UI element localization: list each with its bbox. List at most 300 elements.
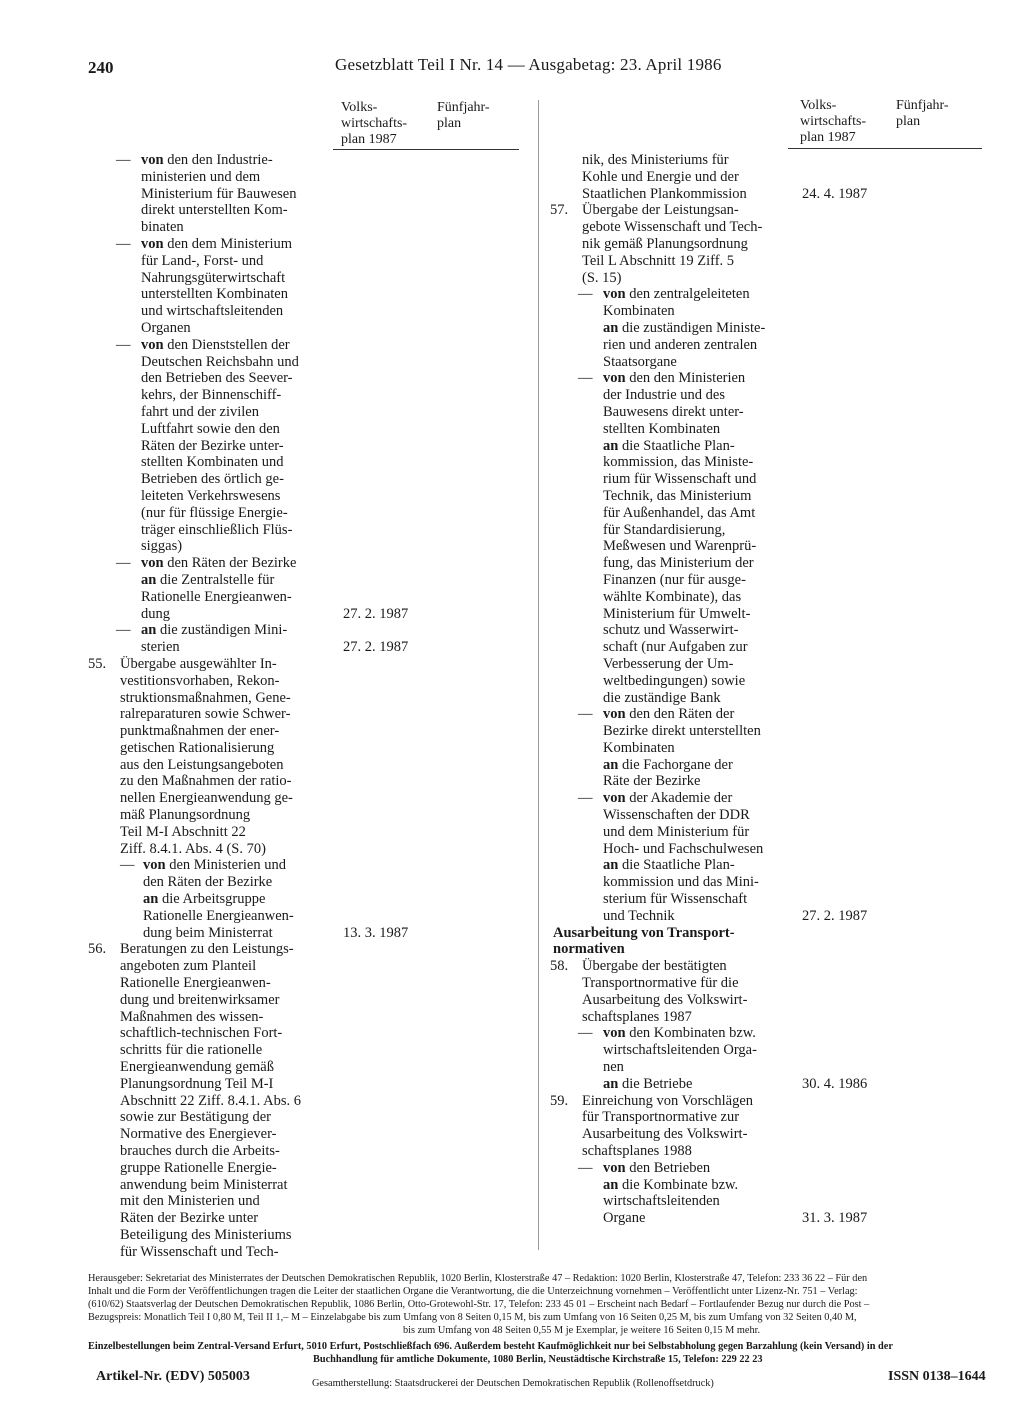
text-line xyxy=(550,992,990,1009)
text-line xyxy=(88,421,528,438)
line-body: Organen xyxy=(141,319,191,336)
line-body: nik, des Ministeriums für xyxy=(582,152,729,168)
line-body: Planungsordnung Teil M-I xyxy=(120,1075,274,1092)
line-text xyxy=(603,622,738,639)
text-line xyxy=(88,790,528,807)
dash-bullet: — xyxy=(120,857,135,874)
line-body: schaftsplanes 1988 xyxy=(582,1143,692,1160)
line-text xyxy=(603,1193,720,1210)
line-body: den Kombinaten bzw. xyxy=(629,1025,756,1042)
section-heading-line xyxy=(550,941,990,958)
text-line xyxy=(88,320,528,337)
article-number: Artikel-Nr. (EDV) 505003 xyxy=(96,1369,250,1384)
line-text xyxy=(120,941,294,958)
text-line xyxy=(88,253,528,270)
line-body: Ausarbeitung des Volkswirt- xyxy=(582,1126,748,1143)
text-line xyxy=(550,673,990,690)
text-line xyxy=(88,992,528,1009)
line-body: sowie zur Bestätigung der xyxy=(120,1109,272,1126)
text-line xyxy=(88,438,528,455)
line-body: für Außenhandel, das Amt xyxy=(603,504,756,521)
line-text xyxy=(143,857,286,874)
text-line xyxy=(88,572,528,589)
line-body: Teil L Abschnitt 19 Ziff. 5 xyxy=(582,252,735,269)
text-line xyxy=(550,152,990,169)
line-text xyxy=(582,1093,753,1110)
imprint-line: Inhalt und die Form der Veröffentlichungen tragen die Leiter der staatlichen Organe die Verantwortung, die die Unterzeichnung vornehmen – Veröffentlicht unter Lizenz-Nr. 751 – Verlag: xyxy=(88,1286,858,1297)
dash-bullet: — xyxy=(578,370,593,387)
imprint-line: bis zum Umfang von 48 Seiten 0,55 M je Exemplar, je weitere 16 Seiten 0,15 M mehr. xyxy=(403,1325,761,1336)
text-line xyxy=(550,1143,990,1160)
text-line xyxy=(88,1076,528,1093)
line-text xyxy=(141,589,292,606)
text-line xyxy=(550,723,990,740)
line-body: Rationelle Energieanwen- xyxy=(120,975,271,992)
text-line xyxy=(550,841,990,858)
line-body: Bezirke direkt unterstellten xyxy=(603,723,761,740)
line-body: Räten der Bezirke unter xyxy=(120,1210,259,1227)
text-line xyxy=(88,555,528,572)
line-text xyxy=(141,421,280,438)
keyword: von xyxy=(603,1025,626,1042)
line-text xyxy=(141,639,180,656)
line-text xyxy=(141,219,184,236)
heading-rule-left xyxy=(333,149,519,150)
line-text xyxy=(603,1210,645,1227)
line-body: den Räten der Bezirke xyxy=(143,874,273,891)
text-line xyxy=(550,1059,990,1076)
text-line xyxy=(550,1042,990,1059)
line-text xyxy=(603,286,750,303)
line-text xyxy=(120,1059,274,1076)
line-text xyxy=(120,740,274,757)
line-text xyxy=(582,992,747,1009)
line-text xyxy=(141,286,288,303)
line-text xyxy=(141,505,288,522)
text-line xyxy=(88,807,528,824)
text-line xyxy=(88,404,528,421)
line-text xyxy=(603,387,725,404)
line-body: gruppe Rationelle Energie- xyxy=(120,1159,277,1176)
line-text xyxy=(141,522,292,539)
line-body: Luftfahrt sowie den den xyxy=(141,420,280,437)
line-body: den den Räten der xyxy=(629,706,735,723)
deadline-date: 27. 2. 1987 xyxy=(343,639,409,656)
heading-plan-1987-line: plan 1987 xyxy=(800,130,856,145)
text-line xyxy=(88,975,528,992)
text-line xyxy=(550,807,990,824)
imprint xyxy=(88,1272,994,1366)
line-body: Energieanwendung gemäß xyxy=(120,1059,274,1076)
line-text xyxy=(143,874,272,891)
line-text xyxy=(603,841,763,858)
line-body: Verbesserung der Um- xyxy=(603,655,734,672)
text-line xyxy=(88,891,528,908)
keyword: von xyxy=(141,336,164,353)
item-number: 58. xyxy=(550,958,569,975)
line-body: weltbedingungen) sowie xyxy=(603,672,746,689)
text-line xyxy=(550,236,990,253)
line-text xyxy=(120,992,279,1009)
keyword: an xyxy=(141,571,157,588)
line-text xyxy=(141,169,260,186)
line-body: wirtschaftsleitenden Orga- xyxy=(603,1042,757,1059)
text-line xyxy=(550,690,990,707)
text-line xyxy=(550,1193,990,1210)
line-text xyxy=(120,1244,279,1261)
text-line xyxy=(88,908,528,925)
line-body: Kohle und Energie und der xyxy=(582,168,739,185)
line-text xyxy=(143,891,265,908)
line-body: schritts für die rationelle xyxy=(120,1042,263,1059)
line-body: kommission, das Ministe- xyxy=(603,454,754,471)
text-line xyxy=(88,1093,528,1110)
line-text xyxy=(120,656,277,673)
text-line xyxy=(88,622,528,639)
keyword: an xyxy=(143,891,159,908)
keyword: an xyxy=(603,1075,619,1092)
line-text xyxy=(141,538,182,555)
heading-plan-1987-line: wirtschafts- xyxy=(341,116,408,131)
line-text xyxy=(582,958,727,975)
line-body: rium für Wissenschaft und xyxy=(603,471,757,488)
text-line xyxy=(88,1109,528,1126)
line-body: gebote Wissenschaft und Tech- xyxy=(582,219,763,236)
line-body: aus den Leistungsangeboten xyxy=(120,756,284,773)
text-line xyxy=(550,790,990,807)
line-text xyxy=(120,1193,260,1210)
text-line xyxy=(550,740,990,757)
text-line xyxy=(550,370,990,387)
keyword: an xyxy=(603,756,619,773)
running-title: Gesetzblatt Teil I Nr. 14 — Ausgabetag: 23. April 1986 xyxy=(335,55,722,74)
line-body: kehrs, der Binnenschiff- xyxy=(141,387,282,404)
line-body: Transportnormative für die xyxy=(582,975,739,992)
dash-bullet: — xyxy=(578,286,593,303)
line-text xyxy=(603,639,748,656)
left-column xyxy=(88,152,528,1261)
line-body: nik gemäß Planungsordnung xyxy=(582,235,748,252)
text-line xyxy=(550,1109,990,1126)
line-body: für Land-, Forst- und xyxy=(141,252,264,269)
line-body: Beteiligung des Ministeriums xyxy=(120,1227,292,1243)
text-line xyxy=(88,488,528,505)
imprint-line: (610/62) Staatsverlag der Deutschen Demokratischen Republik, 1086 Berlin, Otto-Grotewohl-Str. 17, Telefon: 233 45 01 – Erscheint nach Bedarf – Fortlaufender Bezug nur durch die Post – xyxy=(88,1299,870,1310)
text-line xyxy=(550,1160,990,1177)
line-body: Organe xyxy=(603,1210,646,1227)
dash-bullet: — xyxy=(578,706,593,723)
text-line xyxy=(88,1210,528,1227)
line-text xyxy=(582,202,739,219)
imprint-order-line: Buchhandlung für amtliche Dokumente, 1080 Berlin, Neustädtische Kirchstraße 15, Telefon: 229 22 23 xyxy=(313,1354,763,1365)
text-line xyxy=(88,773,528,790)
section-heading-line xyxy=(550,925,990,942)
text-line xyxy=(550,421,990,438)
line-text xyxy=(120,1177,288,1194)
text-line xyxy=(88,958,528,975)
line-text xyxy=(603,404,744,421)
line-body: (S. 15) xyxy=(582,269,622,286)
text-line xyxy=(550,773,990,790)
line-text xyxy=(141,438,284,455)
heading-five-year-plan-line: Fünfjahr- xyxy=(437,100,490,115)
line-text xyxy=(603,454,753,471)
text-line xyxy=(550,1210,990,1227)
line-body: Kombinaten xyxy=(603,739,675,756)
line-body: die Fachorgane der xyxy=(621,756,733,773)
line-body: fung, das Ministerium der xyxy=(603,555,754,572)
text-line xyxy=(550,824,990,841)
line-body: Maßnahmen des wissen- xyxy=(120,1008,264,1025)
line-body: punktmaßnahmen der ener- xyxy=(120,723,280,740)
text-line xyxy=(550,606,990,623)
line-text xyxy=(141,337,290,354)
text-line xyxy=(88,505,528,522)
line-text xyxy=(582,152,729,169)
line-body: Teil M-I Abschnitt 22 xyxy=(120,823,246,840)
text-line xyxy=(550,908,990,925)
text-line xyxy=(88,270,528,287)
text-line xyxy=(550,354,990,371)
text-line xyxy=(550,1025,990,1042)
keyword: von xyxy=(603,286,626,303)
text-line xyxy=(88,303,528,320)
line-text xyxy=(141,555,296,572)
line-text xyxy=(603,690,721,707)
item-number: 56. xyxy=(88,941,107,958)
line-body: den Betrieben xyxy=(629,1159,711,1176)
text-line xyxy=(88,824,528,841)
line-text xyxy=(603,1177,738,1194)
issn: ISSN 0138–1644 xyxy=(888,1369,986,1384)
line-text xyxy=(603,807,750,824)
line-text xyxy=(603,589,741,606)
line-text xyxy=(141,488,280,505)
line-body: dung und breitenwirksamer xyxy=(120,991,280,1008)
line-body: den dem Ministerium xyxy=(167,235,293,252)
line-body: schutz und Wasserwirt- xyxy=(603,622,739,639)
line-text xyxy=(141,320,191,337)
text-line xyxy=(88,454,528,471)
line-text xyxy=(141,354,299,371)
text-line xyxy=(88,471,528,488)
line-body: den Betrieben des Seever- xyxy=(141,370,293,387)
deadline-date: 13. 3. 1987 xyxy=(343,924,409,941)
line-text xyxy=(603,303,675,320)
text-line xyxy=(88,186,528,203)
printer-credit: Gesamtherstellung: Staatsdruckerei der Deutschen Demokratischen Republik (Rollenoffsetdruck) xyxy=(312,1378,714,1389)
line-text xyxy=(120,1093,301,1110)
line-body: die Kombinate bzw. xyxy=(621,1176,739,1193)
deadline-date: 27. 2. 1987 xyxy=(343,605,409,622)
line-body: unterstellten Kombinaten xyxy=(141,286,288,303)
line-text xyxy=(120,706,290,723)
line-body: Übergabe der Leistungsan- xyxy=(582,202,739,219)
line-text xyxy=(120,673,279,690)
line-body: und dem Ministerium für xyxy=(603,823,750,840)
line-text xyxy=(120,1126,276,1143)
text-line xyxy=(550,1076,990,1093)
line-text xyxy=(603,824,749,841)
line-text xyxy=(603,874,759,891)
numbered-item-line xyxy=(550,1093,990,1110)
text-line xyxy=(88,925,528,942)
line-body: Betrieben des örtlich ge- xyxy=(141,471,284,488)
text-line xyxy=(550,253,990,270)
line-body: kommission und das Mini- xyxy=(603,874,759,891)
line-text xyxy=(603,320,765,337)
text-line xyxy=(550,589,990,606)
numbered-item-line xyxy=(88,656,528,673)
line-body: Räte der Bezirke xyxy=(603,773,701,790)
text-line xyxy=(88,202,528,219)
line-body: Wissenschaften der DDR xyxy=(603,807,750,824)
line-body: direkt unterstellten Kom- xyxy=(141,202,288,219)
line-text xyxy=(603,740,675,757)
line-text xyxy=(120,790,293,807)
line-text xyxy=(603,673,745,690)
heading-rule-right xyxy=(788,148,982,149)
line-text xyxy=(120,841,266,858)
dash-bullet: — xyxy=(116,235,131,252)
line-body: die Staatliche Plan- xyxy=(621,437,735,454)
keyword: von xyxy=(603,370,626,387)
line-text xyxy=(120,757,284,774)
line-body: den den Ministerien xyxy=(629,370,746,387)
text-line xyxy=(550,270,990,287)
text-line xyxy=(550,1126,990,1143)
text-line xyxy=(88,1025,528,1042)
line-body: Hoch- und Fachschulwesen xyxy=(603,840,764,857)
line-body: Finanzen (nur für ausge- xyxy=(603,571,746,588)
line-text xyxy=(120,1025,282,1042)
keyword: an xyxy=(603,1176,619,1193)
text-line xyxy=(550,522,990,539)
line-text xyxy=(582,186,747,203)
text-line xyxy=(550,1177,990,1194)
line-text xyxy=(603,1059,624,1076)
line-text xyxy=(603,488,751,505)
keyword: von xyxy=(141,152,164,168)
line-text xyxy=(120,958,256,975)
line-text xyxy=(120,1227,292,1244)
text-line xyxy=(88,1126,528,1143)
line-text xyxy=(582,975,739,992)
line-body: wählte Kombinate), das xyxy=(603,588,742,605)
line-body: die Staatliche Plan- xyxy=(621,857,735,874)
line-text xyxy=(141,454,284,471)
line-text xyxy=(603,706,734,723)
line-text xyxy=(603,606,750,623)
line-body: getischen Rationalisierung xyxy=(120,739,275,756)
imprint-line: Bezugspreis: Monatlich Teil I 0,80 M, Teil II 1,– M – Einzelabgabe bis zum Umfang von 8 Seiten 0,15 M, bis zum Umfang von 16 Seiten 0,25 M, bis zum Umfang von 32 Seiten 0,40 M, xyxy=(88,1312,857,1323)
text-line xyxy=(550,488,990,505)
line-body: Bauwesens direkt unter- xyxy=(603,403,744,420)
line-text xyxy=(141,270,285,287)
keyword: an xyxy=(603,857,619,874)
line-body: Normative des Energiever- xyxy=(120,1126,277,1143)
line-text xyxy=(603,354,677,371)
keyword: an xyxy=(141,622,157,639)
dash-bullet: — xyxy=(116,152,131,168)
text-line xyxy=(550,874,990,891)
line-text xyxy=(582,236,748,253)
line-body: für Standardisierung, xyxy=(603,521,726,538)
line-text xyxy=(120,1109,271,1126)
text-line xyxy=(550,169,990,186)
line-text xyxy=(141,370,293,387)
heading-plan-1987-line: Volks- xyxy=(341,100,378,115)
line-body: Rationelle Energieanwen- xyxy=(141,588,292,605)
line-body: angeboten zum Planteil xyxy=(120,958,257,975)
line-text xyxy=(603,757,733,774)
line-text xyxy=(603,522,725,539)
line-text xyxy=(603,857,735,874)
text-line xyxy=(550,622,990,639)
line-text xyxy=(582,219,762,236)
line-text xyxy=(582,270,621,287)
text-line xyxy=(88,874,528,891)
line-body: anwendung beim Ministerrat xyxy=(120,1176,288,1193)
text-line xyxy=(550,572,990,589)
line-body: die Zentralstelle für xyxy=(159,571,275,588)
heading-plan-1987-line: plan 1987 xyxy=(341,132,397,147)
line-body: die Betriebe xyxy=(621,1075,693,1092)
line-body: Beratungen zu den Leistungs- xyxy=(120,941,294,958)
line-body: brauches durch die Arbeits- xyxy=(120,1143,280,1160)
line-body: Rationelle Energieanwen- xyxy=(143,907,294,924)
line-body: stellten Kombinaten xyxy=(603,420,721,437)
line-text xyxy=(603,471,756,488)
line-body: für Transportnormative zur xyxy=(582,1109,740,1126)
heading-five-year-plan-line: plan xyxy=(437,116,462,131)
line-text xyxy=(120,824,246,841)
line-body: (nur für flüssige Energie- xyxy=(141,504,288,521)
deadline-date: 30. 4. 1986 xyxy=(802,1075,868,1092)
dash-bullet: — xyxy=(578,1025,593,1042)
text-line xyxy=(88,1227,528,1244)
deadline-date: 27. 2. 1987 xyxy=(802,907,868,924)
line-text xyxy=(582,1009,692,1026)
line-text xyxy=(603,337,757,354)
text-line xyxy=(88,219,528,236)
text-line xyxy=(88,706,528,723)
heading-five-year-plan-line: Fünfjahr- xyxy=(896,98,949,113)
line-text xyxy=(120,1210,258,1227)
line-body: Ausarbeitung von Transport- xyxy=(553,924,735,941)
text-line xyxy=(550,706,990,723)
line-text xyxy=(141,303,283,320)
line-text xyxy=(603,891,747,908)
text-line xyxy=(88,1193,528,1210)
line-text xyxy=(603,1025,756,1042)
line-body: binaten xyxy=(141,219,184,236)
text-line xyxy=(550,656,990,673)
line-body: normativen xyxy=(553,941,625,958)
line-text xyxy=(603,1042,757,1059)
line-body: die zuständigen Mini- xyxy=(159,622,288,639)
line-body: leiteten Verkehrswesens xyxy=(141,487,281,504)
text-line xyxy=(88,354,528,371)
deadline-date: 24. 4. 1987 xyxy=(802,185,868,202)
line-body: Einreichung von Vorschlägen xyxy=(582,1092,754,1109)
line-body: sterium für Wissenschaft xyxy=(603,891,748,908)
keyword: an xyxy=(603,437,619,454)
text-line xyxy=(88,639,528,656)
item-number: 57. xyxy=(550,202,569,219)
line-body: Ministerium für Bauwesen xyxy=(141,185,297,202)
line-body: Übergabe ausgewählter In- xyxy=(120,655,277,672)
